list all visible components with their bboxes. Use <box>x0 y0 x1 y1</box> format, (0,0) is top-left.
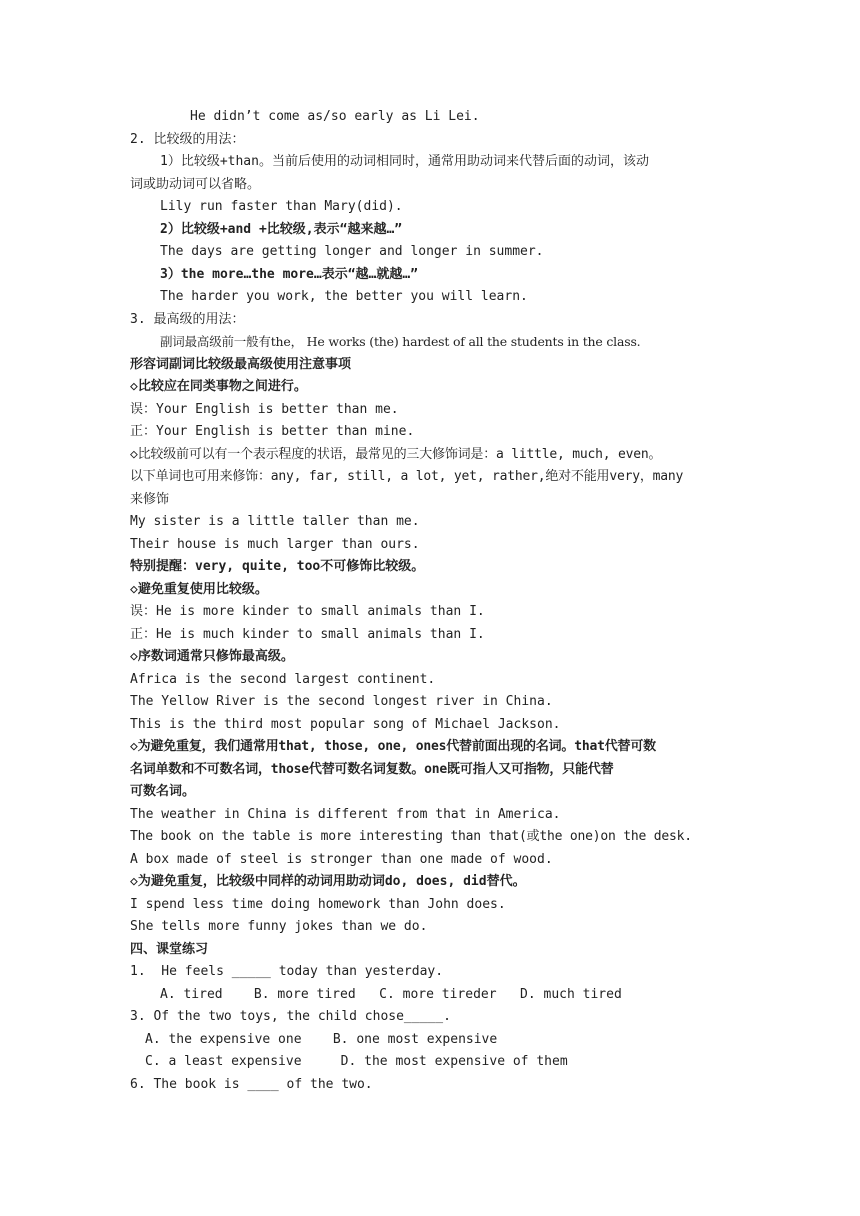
exercise-question: 1. He feels _____ today than yesterday. <box>130 964 444 979</box>
notes-heading: 形容词副词比较级最高级使用注意事项 <box>130 357 352 372</box>
wrong-example: 误：Your English is better than me. <box>130 402 399 417</box>
text-line: 以下单词也可用来修饰：any, far, still, a lot, yet, rather,绝对不能用very，many <box>130 469 684 484</box>
example-sentence: The weather in China is different from that in America. <box>130 807 561 822</box>
note-heading: ◇为避免重复，我们通常用that, those, one, ones代替前面出现的名词。that代替可数 <box>130 739 656 754</box>
exercise-options: C. a least expensive D. the most expensive of them <box>145 1054 568 1069</box>
exercise-heading: 四、课堂练习 <box>130 942 209 957</box>
example-sentence: I spend less time doing homework than John does. <box>130 897 506 912</box>
example-sentence: She tells more funny jokes than we do. <box>130 919 428 934</box>
example-sentence: Africa is the second largest continent. <box>130 672 436 687</box>
section-heading: 2. 比较级的用法： <box>130 132 245 147</box>
example-sentence: The book on the table is more interesting than that(或the one)on the desk. <box>130 829 692 844</box>
note-heading: ◇避免重复使用比较级。 <box>130 582 268 597</box>
text-line: 1）比较级+than。当前后使用的动词相同时，通常用助动词来代替后面的动词，该动 <box>160 154 649 169</box>
example-sentence: A box made of steel is stronger than one made of wood. <box>130 852 553 867</box>
text-line: 来修饰 <box>130 492 170 507</box>
text-line: 副词最高级前一般有the， He works (the) hardest of all the students in the class. <box>160 334 641 349</box>
wrong-example: 误：He is more kinder to small animals than I. <box>130 604 485 619</box>
example-sentence: The Yellow River is the second longest river in China. <box>130 694 553 709</box>
text-line: ◇比较级前可以有一个表示程度的状语，最常见的三大修饰词是：a little, much, even。 <box>130 447 662 462</box>
rule-heading: 3）the more…the more…表示“越…就越…” <box>160 267 419 282</box>
exercise-question: 6. The book is ____ of the two. <box>130 1077 373 1092</box>
note-heading: ◇序数词通常只修饰最高级。 <box>130 649 294 664</box>
example-sentence: The harder you work, the better you will learn. <box>160 289 528 304</box>
correct-example: 正：Your English is better than mine. <box>130 424 415 439</box>
text-line: 词或助动词可以省略。 <box>130 177 261 192</box>
example-sentence: The days are getting longer and longer in summer. <box>160 244 544 259</box>
example-sentence: Their house is much larger than ours. <box>130 537 420 552</box>
rule-heading: 2）比较级+and +比较级,表示“越来越…” <box>160 222 403 237</box>
correct-example: 正：He is much kinder to small animals than I. <box>130 627 485 642</box>
exercise-options: A. tired B. more tired C. more tireder D. much tired <box>160 987 622 1002</box>
example-sentence: Lily run faster than Mary(did). <box>160 199 403 214</box>
example-sentence: He didn’t come as/so early as Li Lei. <box>190 109 480 124</box>
example-sentence: This is the third most popular song of Michael Jackson. <box>130 717 561 732</box>
note-heading: 可数名词。 <box>130 784 196 799</box>
note-heading: ◇比较应在同类事物之间进行。 <box>130 379 307 394</box>
exercise-options: A. the expensive one B. one most expensive <box>145 1032 498 1047</box>
note-heading: ◇为避免重复，比较级中同样的动词用助动词do, does, did替代。 <box>130 874 526 889</box>
example-sentence: My sister is a little taller than me. <box>130 514 420 529</box>
special-reminder: 特别提醒：very, quite, too不可修饰比较级。 <box>130 559 425 574</box>
note-heading: 名词单数和不可数名词，those代替可数名词复数。one既可指人又可指物，只能代替 <box>130 762 614 777</box>
section-heading: 3. 最高级的用法： <box>130 312 245 327</box>
exercise-question: 3. Of the two toys, the child chose_____. <box>130 1009 451 1024</box>
